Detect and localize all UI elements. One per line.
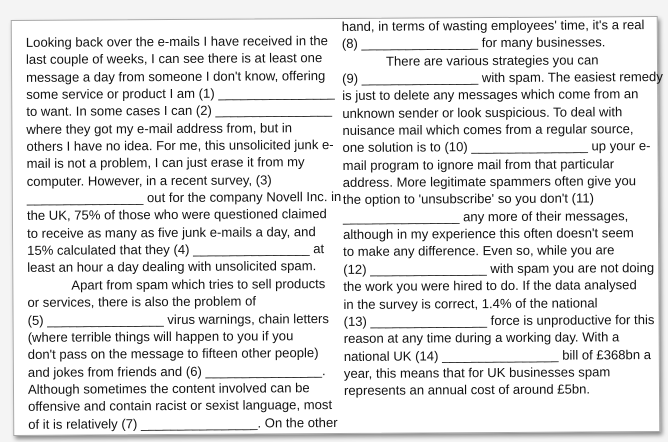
text-line: of it is relatively (7) ________________. On the other: [28, 414, 338, 432]
text-line: (9) ________________ with spam. The easiest remedy: [342, 69, 663, 86]
text-line: represents an annual cost of around £5bn.: [343, 381, 591, 399]
text-line: ________________ out for the company Novell Inc. in: [26, 189, 342, 206]
text-line: one solution is to (10) ________________ up your e-: [342, 138, 651, 156]
text-line: nuisance mail which comes from a regular source,: [342, 121, 634, 139]
text-line: to make any difference. Even so, while you are: [343, 242, 615, 260]
text-line: or services, there is also the problem of: [27, 293, 257, 311]
text-line: where they got my e-mail address from, but in: [26, 119, 293, 137]
text-line: address. More legitimate spammers often give you: [342, 173, 637, 191]
text-line: offensive and contain racist or sexist language, most: [28, 397, 333, 415]
text-line: although in my experience this often doesn't seem: [343, 225, 634, 243]
text-line: ________________ any more of their messages,: [342, 207, 629, 225]
text-line: and jokes from friends and (6) ________________.: [27, 362, 326, 380]
text-line: message a day from someone I don't know, offering: [26, 67, 326, 85]
text-line: year, this means that for UK businesses spam: [343, 364, 611, 381]
right-text-column: [341, 16, 663, 399]
text-line: mail program to ignore mail from that particular: [342, 156, 615, 173]
left-text-column: [25, 32, 342, 433]
text-line: to want. In some cases I can (2) ________________: [26, 102, 333, 120]
text-line: hand, in terms of wasting employees' time, it's a real: [341, 17, 645, 34]
text-line: least an hour a day dealing with unsolicited spam.: [27, 258, 317, 276]
text-line: the work you were hired to do. If the data analysed: [343, 277, 637, 295]
text-line: Looking back over the e-mails I have received in the: [25, 33, 328, 50]
text-line: unknown sender or look suspicious. To deal with: [342, 103, 623, 121]
text-line: the UK, 75% of those who were questioned claimed: [26, 206, 327, 224]
text-line: (12) ________________ with spam you are not doing: [343, 259, 655, 277]
text-line: (5) ________________ virus warnings, chain letters: [27, 310, 329, 328]
text-line: (8) ________________ for many businesses.: [341, 34, 606, 52]
text-line: some service or product I am (1) ________________: [26, 85, 335, 102]
paragraph-start-line: Apart from spam which tries to sell products: [71, 275, 326, 293]
text-line: Although sometimes the content involved can be: [27, 380, 310, 397]
text-line: computer. However, in a recent survey, (3): [26, 172, 272, 189]
text-line: the option to 'unsubscribe' so you don't (11): [342, 190, 594, 208]
worksheet-paper: [11, 16, 661, 436]
text-line: mail is not a problem, I can just erase it from my: [26, 154, 305, 172]
text-line: is just to delete any messages which come from an: [342, 86, 639, 104]
paragraph-start-line: There are various strategies you can: [385, 52, 599, 69]
text-line: in the survey is correct, 1.4% of the national: [343, 294, 598, 312]
text-line: national UK (14) ________________ bill of £368bn a: [343, 346, 652, 364]
text-line: reason at any time during a working day. With a: [343, 329, 620, 347]
text-line: last couple of weeks, I can see there is at least one: [25, 50, 323, 68]
text-line: others I have no idea. For me, this unsolicited junk e-: [26, 137, 334, 154]
text-line: (13) ________________ force is unproductive for this: [343, 311, 655, 329]
text-line: 15% calculated that they (4) ________________ at: [27, 241, 325, 259]
text-line: (where terrible things will happen to you if you: [27, 328, 294, 345]
text-line: to receive as many as five junk e-mails a day, and: [26, 223, 316, 241]
text-line: don't pass on the message to fifteen other people): [27, 345, 319, 363]
